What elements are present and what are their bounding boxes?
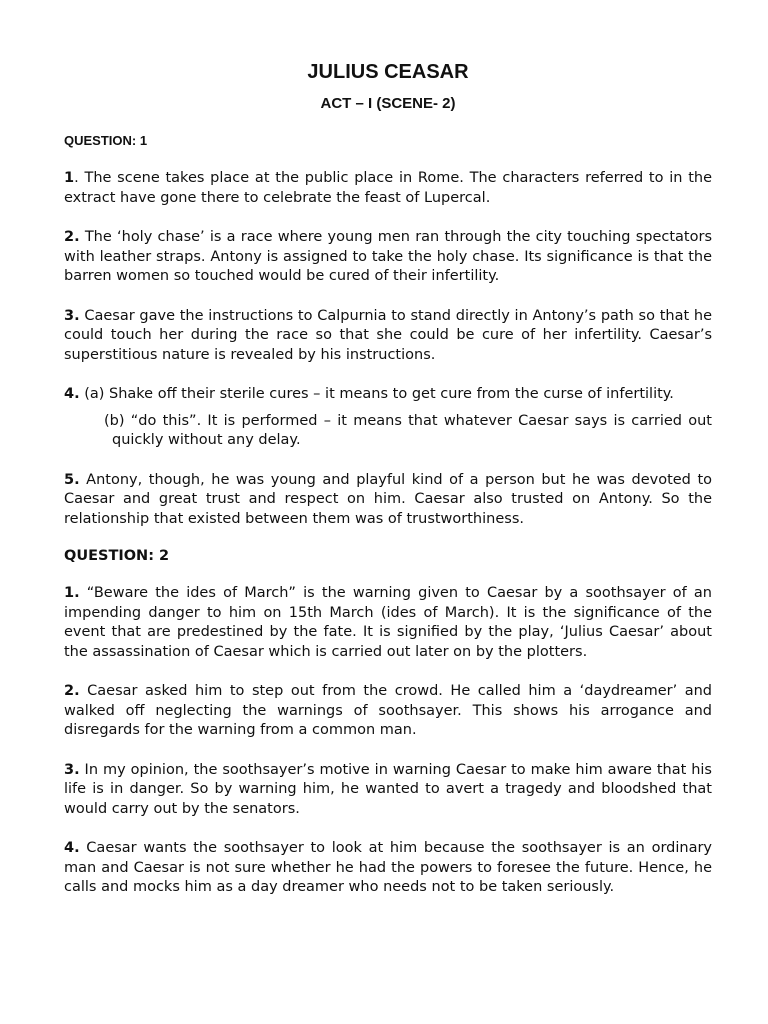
- q2-answer-3: [64, 761, 712, 820]
- q2-answer-4: [64, 839, 712, 898]
- answer-text: Caesar gave the instructions to Calpurnia to stand directly in Antony’s path so that he could touch her during the race so that she could be cure of her infertility. Caesar’s superstitious nature is revealed by his instructions.: [64, 307, 712, 363]
- answer-text: Caesar asked him to step out from the crowd. He called him a ‘daydreamer’ and walked off neglecting the warnings of soothsayer. This shows his arrogance and disregards for the warning from a common man.: [64, 683, 712, 738]
- q2-answer-2: [64, 682, 712, 741]
- document-subtitle: ACT – I (SCENE- 2): [320, 95, 456, 112]
- answer-text: The ‘holy chase’ is a race where young men ran through the city touching spectators with leather straps. Antony is assigned to take the holy chase. Its significance is that the barren women so touched would be cured of their infertility.: [64, 229, 712, 284]
- answer-text: “Beware the ides of March” is the warning given to Caesar by a soothsayer of an impending danger to him on 15th March (ides of March). It is the significance of the event that are predestined by the fate. It is signified by the play, ‘Julius Caesar’ about the assassination of Caesar which is carried out later on by the plotters.: [64, 585, 712, 660]
- question-1-heading: QUESTION: 1: [64, 133, 148, 148]
- answer-text: (a) Shake off their sterile cures – it means to get cure from the curse of infertility.: [79, 386, 674, 402]
- answer-text: Caesar wants the soothsayer to look at him because the soothsayer is an ordinary man and Caesar is not sure whether he had the powers to foresee the future. Hence, he calls and mocks him as a day dreamer who needs not to be taken seriously.: [64, 840, 712, 895]
- q1-answer-2: [64, 228, 712, 287]
- q1-answer-5: [64, 471, 712, 530]
- answer-number: 2.: [64, 683, 80, 699]
- answer-number: 1.: [64, 585, 80, 601]
- answer-number: 1: [64, 170, 75, 186]
- document-page: [64, 58, 712, 898]
- answer-number: 4.: [64, 840, 80, 856]
- q1-answer-1: [64, 169, 712, 208]
- document-title: JULIUS CEASAR: [307, 61, 469, 83]
- q1-answer-3: [64, 307, 712, 366]
- answer-text: Antony, though, he was young and playful kind of a person but he was devoted to Caesar and great trust and respect on him. Caesar also trusted on Antony. So the relationship that existed between them was of trustworthiness.: [64, 471, 712, 527]
- q2-answer-1: [64, 584, 712, 662]
- answer-text: In my opinion, the soothsayer’s motive in warning Caesar to make him aware that his life is in danger. So by warning him, he wanted to avert a tragedy and bloodshed that would carry out by the senators.: [64, 761, 712, 817]
- answer-number: 2.: [64, 229, 80, 245]
- question-2-heading: QUESTION: 2: [64, 548, 170, 564]
- answer-number: 4.: [64, 386, 80, 402]
- answer-text: . The scene takes place at the public place in Rome. The characters referred to in the extract have gone there to celebrate the feast of Lupercal.: [64, 170, 712, 206]
- answer-number: 3.: [64, 307, 80, 324]
- answer-number: 5.: [64, 471, 80, 488]
- q1-answer-4-part-b: (b) “do this”. It is performed – it means that whatever Caesar says is carried out quickly without any delay.: [104, 412, 712, 448]
- q1-answer-4: [64, 385, 712, 451]
- q1-answer-4-part-a: [64, 385, 712, 405]
- answer-number: 3.: [64, 761, 80, 778]
